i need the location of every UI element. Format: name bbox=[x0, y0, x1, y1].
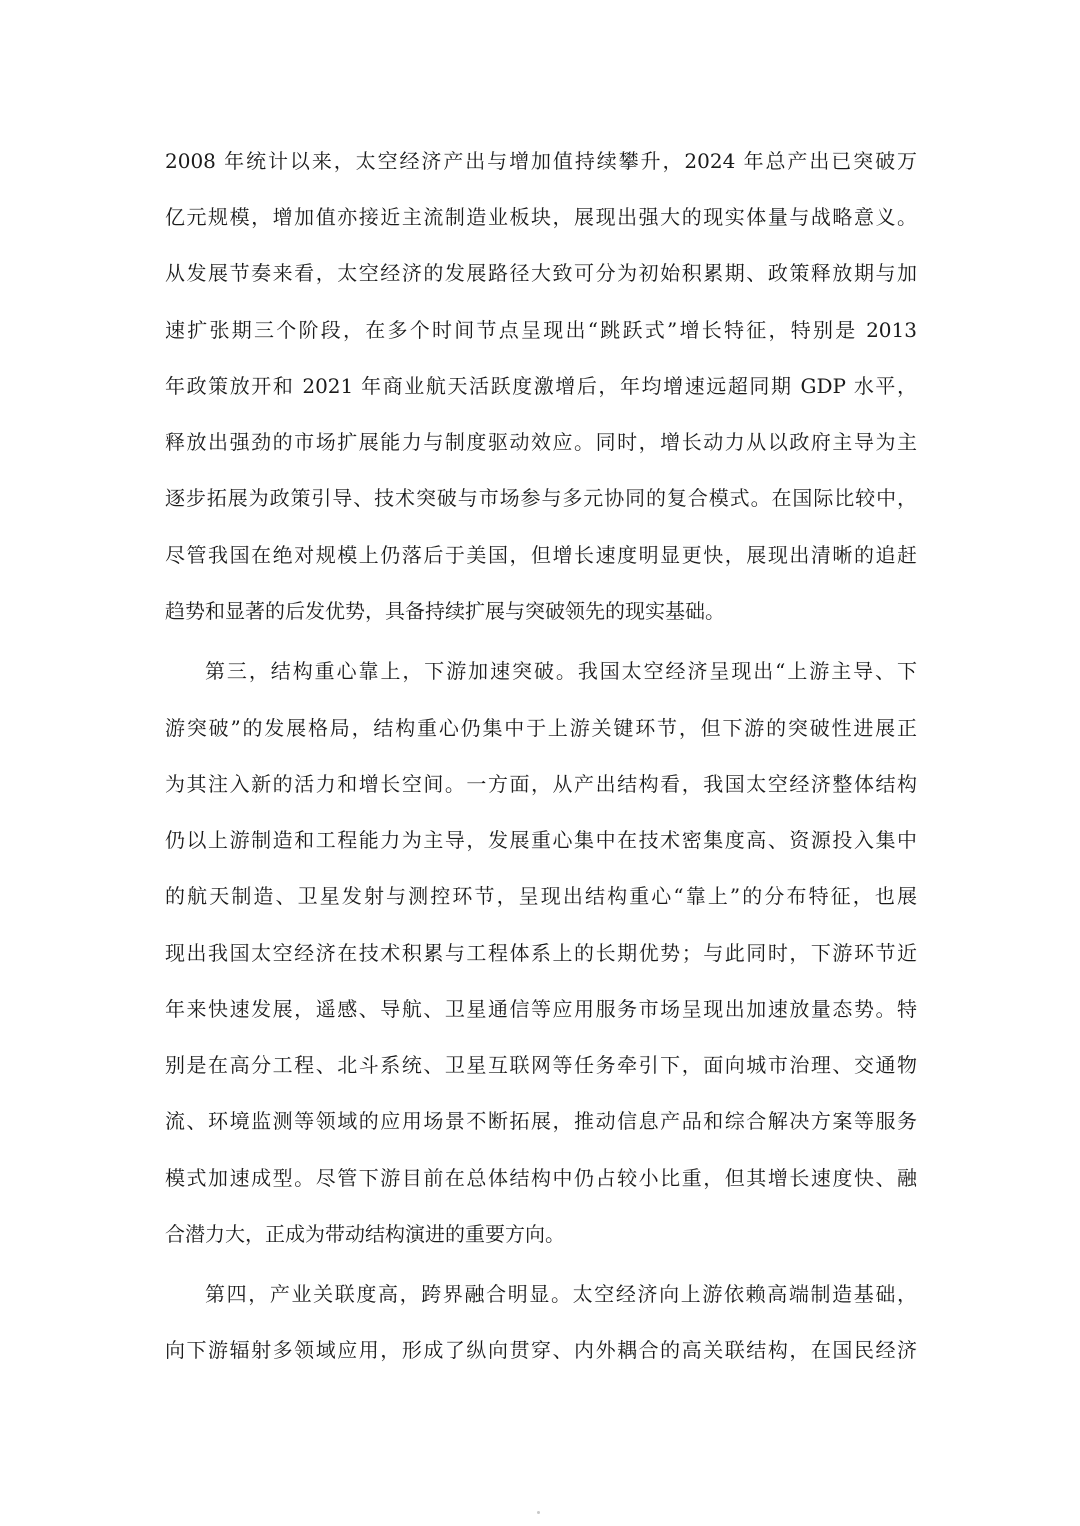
paragraph-2-line-6: 现出我国太空经济在技术积累与工程体系上的长期优势；与此同时，下游环节近 bbox=[165, 941, 917, 965]
paragraph-2-line-4: 仍以上游制造和工程能力为主导，发展重心集中在技术密集度高、资源投入集中 bbox=[165, 828, 917, 852]
paragraph-3-line-2: 向下游辐射多领域应用，形成了纵向贯穿、内外耦合的高关联结构，在国民经济 bbox=[165, 1338, 917, 1362]
paragraph-2-line-11: 合潜力大，正成为带动结构演进的重要方向。 bbox=[165, 1222, 565, 1246]
paragraph-1-line-4: 速扩张期三个阶段，在多个时间节点呈现出“跳跃式”增长特征，特别是 2013 bbox=[165, 318, 917, 342]
paragraph-1-line-6: 释放出强劲的市场扩展能力与制度驱动效应。同时，增长动力从以政府主导为主 bbox=[165, 430, 917, 454]
page-marker-dot bbox=[537, 1511, 540, 1514]
paragraph-1-line-1: 2008 年统计以来，太空经济产出与增加值持续攀升，2024 年总产出已突破万 bbox=[165, 149, 917, 173]
paragraph-1-line-7: 逐步拓展为政策引导、技术突破与市场参与多元协同的复合模式。在国际比较中， bbox=[165, 486, 917, 510]
paragraph-1-line-2: 亿元规模，增加值亦接近主流制造业板块，展现出强大的现实体量与战略意义。 bbox=[165, 205, 917, 229]
paragraph-2-line-7: 年来快速发展，遥感、导航、卫星通信等应用服务市场呈现出加速放量态势。特 bbox=[165, 997, 917, 1021]
paragraph-2-line-1: 第三，结构重心靠上，下游加速突破。我国太空经济呈现出“上游主导、下 bbox=[205, 659, 917, 683]
paragraph-2-line-9: 流、环境监测等领域的应用场景不断拓展，推动信息产品和综合解决方案等服务 bbox=[165, 1109, 917, 1133]
paragraph-2-line-5: 的航天制造、卫星发射与测控环节，呈现出结构重心“靠上”的分布特征，也展 bbox=[165, 884, 917, 908]
paragraph-2-line-2: 游突破”的发展格局，结构重心仍集中于上游关键环节，但下游的突破性进展正 bbox=[165, 716, 917, 740]
paragraph-2-line-8: 别是在高分工程、北斗系统、卫星互联网等任务牵引下，面向城市治理、交通物 bbox=[165, 1053, 917, 1077]
paragraph-3-line-1: 第四，产业关联度高，跨界融合明显。太空经济向上游依赖高端制造基础， bbox=[205, 1282, 917, 1306]
paragraph-1-line-8: 尽管我国在绝对规模上仍落后于美国，但增长速度明显更快，展现出清晰的追赶 bbox=[165, 543, 917, 567]
paragraph-1-line-3: 从发展节奏来看，太空经济的发展路径大致可分为初始积累期、政策释放期与加 bbox=[165, 261, 917, 285]
paragraph-2-line-10: 模式加速成型。尽管下游目前在总体结构中仍占较小比重，但其增长速度快、融 bbox=[165, 1166, 917, 1190]
paragraph-1-line-9: 趋势和显著的后发优势，具备持续扩展与突破领先的现实基础。 bbox=[165, 599, 725, 623]
paragraph-2-line-3: 为其注入新的活力和增长空间。一方面，从产出结构看，我国太空经济整体结构 bbox=[165, 772, 917, 796]
paragraph-1-line-5: 年政策放开和 2021 年商业航天活跃度激增后，年均增速远超同期 GDP 水平， bbox=[165, 374, 917, 398]
